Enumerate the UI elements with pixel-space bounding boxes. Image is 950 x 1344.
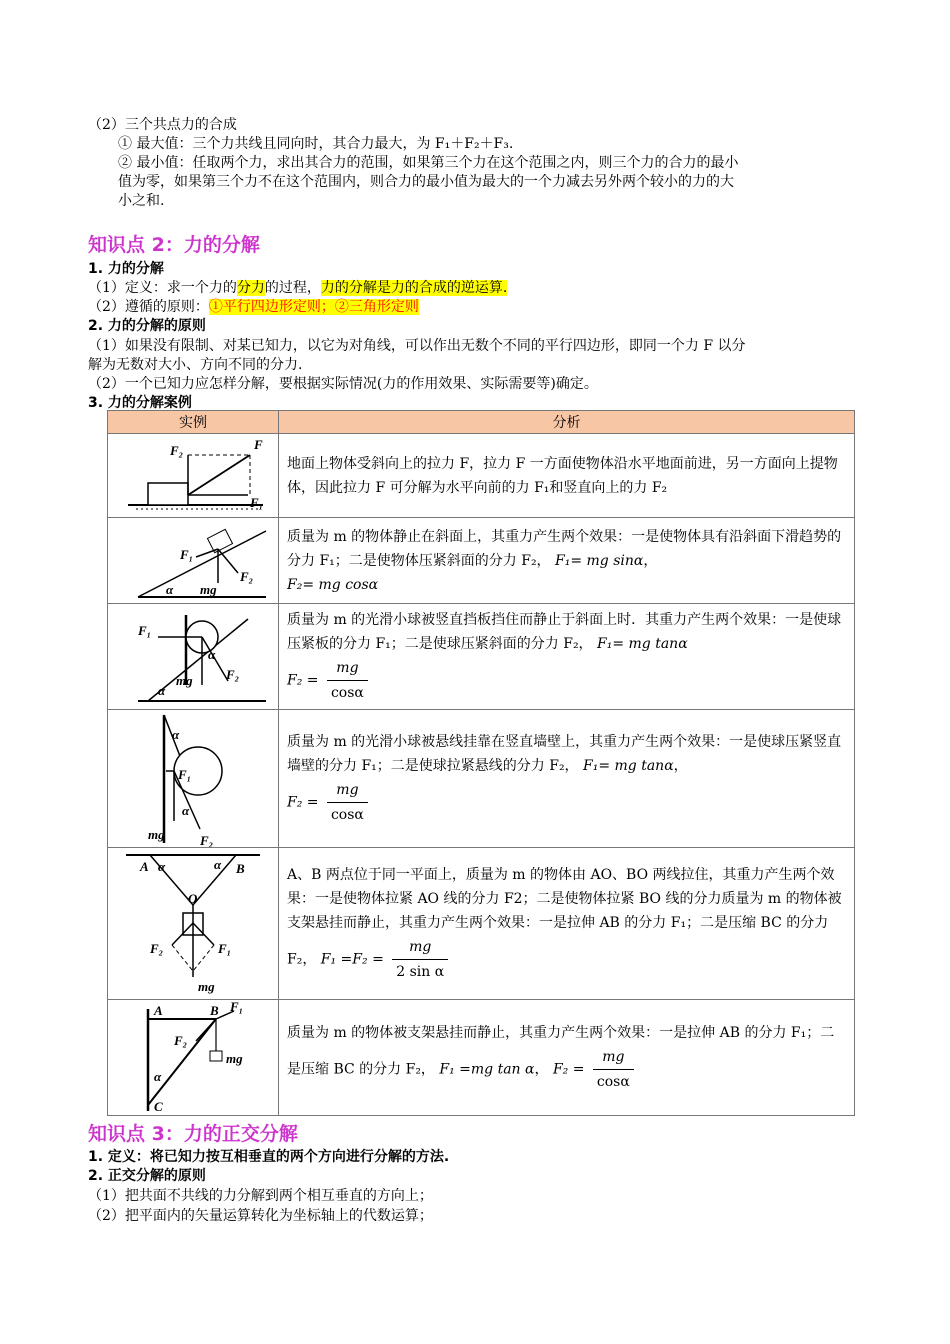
kp3-definition: 1. 定义：将已知力按互相垂直的两个方向进行分解的方法. [88, 1149, 450, 1165]
fig4-label-alpha: α [182, 802, 190, 818]
principle-1-line-1: （1）如果没有限制、对某已知力，以它为对角线，可以作出无数个不同的平行四边形，即同一个力 F 以分 [88, 338, 746, 354]
table-row [108, 604, 855, 710]
fig6-label-alpha: α [154, 1068, 162, 1084]
fig4-label-f2: F₂ [200, 832, 214, 847]
row5-text: A、B 两点位于同一平面上，质量为 m 的物体由 AO、BO 两线拉住，其重力产生两个效果：一是使物体拉紧 AO 线的分力 F2；二是使物体拉紧 BO 线的分力质量为 m 的物体被支架悬挂而静止，其重力产生两个效果：一是拉伸 AB 的分力 F₁；二是压缩 BC 的分力 F₂， [287, 867, 842, 968]
fig6-label-f2: F₂ [174, 1032, 188, 1048]
row4-f2-num: mg [327, 778, 368, 803]
table-row [108, 848, 855, 1000]
fig1-label-f: F [254, 436, 263, 452]
analysis-cell: 质量为 m 的光滑小球被悬线挂靠在竖直墙壁上，其重力产生两个效果：一是使球压紧竖直墙壁的分力 F₁；二是使球拉紧悬线的分力 F₂， F₁= mg tanα， F₂ = $\frac{mg}{\cos\alpha}$ [279, 710, 855, 848]
fig2-label-alpha: α [166, 581, 174, 597]
row4-f2-den: cosα [330, 807, 364, 823]
kp2-s1-title: 1. 力的分解 [88, 261, 164, 277]
principle-1-line-2: 解为无数对大小、方向不同的分力. [88, 357, 303, 373]
def-highlight-1: 分力 [236, 280, 265, 296]
table-row [108, 518, 855, 604]
fig1-label-f2: F₂ [170, 442, 184, 458]
fig3-label-f2: F₂ [226, 666, 240, 682]
fig5-label-f1: F₁ [218, 940, 232, 956]
fig5-label-alpha-left: α [158, 858, 166, 874]
fig3-label-mg: mg [176, 672, 193, 688]
fig6-label-b: B [210, 1002, 219, 1018]
row4-formula-f1: F₁= mg tanα [583, 758, 674, 774]
fig4-label-alpha-top: α [172, 726, 180, 742]
fig2-label-f1: F₁ [180, 546, 194, 562]
table-row [108, 1000, 855, 1116]
decomposition-cases-table [107, 410, 855, 1116]
row4-f2-fraction [327, 778, 368, 827]
analysis-cell: 质量为 m 的物体被支架悬挂而静止，其重力产生两个效果：一是拉伸 AB 的分力 F₁；二是压缩 BC 的分力 F₂， F₁ =mg tan α， F₂ = $\frac{mg}{\cos\alpha}$ [279, 1000, 855, 1116]
row6-f2-lhs: F₂ = [552, 1061, 585, 1078]
figure-ball-against-board [108, 604, 279, 710]
row3-f2-fraction [327, 656, 368, 705]
row5-num: mg [392, 935, 448, 960]
fig4-label-f1: F₁ [178, 766, 192, 782]
figure-two-strings [108, 848, 279, 1000]
fig3-label-f1: F₁ [138, 622, 152, 638]
table-header-row [108, 411, 855, 434]
row6-text: 质量为 m 的物体被支架悬挂而静止，其重力产生两个效果：一是拉伸 AB 的分力 F₁；二是压缩 BC 的分力 F₂， [287, 1025, 835, 1078]
min-value-line-2: 值为零，如果第三个力不在这个范围内，则合力的最小值为最大的一个力减去另外两个较小的力的大 [118, 174, 734, 190]
fig1-label-f1: F₁ [250, 494, 264, 510]
row2-formula-f1: F₁= mg sinα [555, 552, 644, 569]
min-value-line-1: ② 最小值：任取两个力，求出其合力的范围，如果第三个力在这个范围之内，则三个力的合力的最小 [118, 155, 739, 171]
fig5-label-b: B [236, 860, 245, 876]
fig5-label-f2: F₂ [150, 940, 164, 956]
fig6-label-a: A [154, 1002, 163, 1018]
kp2-heading: 知识点 2：力的分解 [88, 234, 260, 256]
kp3-heading: 知识点 3：力的正交分解 [88, 1123, 298, 1145]
fig5-label-alpha-right: α [214, 856, 222, 872]
header-analysis: 分析 [279, 411, 855, 434]
row4-text: 质量为 m 的光滑小球被悬线挂靠在竖直墙壁上，其重力产生两个效果：一是使球压紧竖直墙壁的分力 F₁；二是使球拉紧悬线的分力 F₂， [287, 734, 842, 774]
table-row [108, 434, 855, 518]
row5-fraction [392, 935, 448, 984]
figure-block-on-incline [108, 518, 279, 604]
def-mid: 的过程， [264, 280, 321, 296]
item2-title: （2）三个共点力的合成 [88, 117, 237, 133]
fig3-label-alpha-top: α [208, 646, 216, 662]
row1-text: 地面上物体受斜向上的拉力 F，拉力 F 一方面使物体沿水平地面前进，另一方面向上提物体，因此拉力 F 可分解为水平向前的力 F₁和竖直向上的力 F₂ [287, 455, 838, 496]
kp2-s3-title: 3. 力的分解案例 [88, 395, 192, 411]
row6-f2-fraction [593, 1045, 634, 1094]
max-value-line: ① 最大值：三个力共线且同向时，其合力最大，为 F₁＋F₂＋F₃. [118, 136, 514, 152]
figure-bracket [108, 1000, 279, 1116]
principle-2-line: （2）一个已知力应怎样分解，要根据实际情况(力的作用效果、实际需要等)确定。 [88, 376, 598, 392]
analysis-cell: 质量为 m 的物体静止在斜面上，其重力产生两个效果：一是使物体具有沿斜面下滑趋势的分力 F₁；二是使物体压紧斜面的分力 F₂， F₁= mg sinα， F₂= mg cosα [279, 518, 855, 604]
row2-formula-f2: F₂= mg cosα [287, 576, 379, 593]
fig5-label-a: A [140, 858, 149, 874]
fig5-label-mg: mg [198, 978, 215, 994]
min-value-line-3: 小之和. [118, 193, 165, 209]
header-example: 实例 [108, 411, 279, 434]
row6-f2-den: cosα [596, 1074, 630, 1090]
row3-formula-f1: F₁= mg tanα [597, 636, 688, 652]
rule-prefix: （2）遵循的原则： [88, 299, 209, 315]
def-prefix: （1）定义：求一个力的 [88, 280, 237, 296]
row5-den: 2 sin α [396, 964, 445, 980]
row4-f2-lhs: F₂ = [287, 794, 319, 811]
fig4-label-mg: mg [148, 826, 165, 842]
def-highlight-2: 力的分解是力的合成的逆运算. [320, 280, 508, 296]
analysis-cell [279, 848, 855, 1000]
figure-ball-hanging-wall [108, 710, 279, 848]
row3-f2-lhs: F₂ = [287, 672, 319, 689]
fig2-label-f2: F₂ [240, 568, 254, 584]
fig2-label-mg: mg [200, 581, 217, 597]
row2-text: 质量为 m 的物体静止在斜面上，其重力产生两个效果：一是使物体具有沿斜面下滑趋势的分力 F₁；二是使物体压紧斜面的分力 F₂， [287, 528, 842, 569]
fig6-label-c: C [154, 1098, 163, 1114]
analysis-cell [279, 604, 855, 710]
fig6-label-mg: mg [226, 1050, 243, 1066]
fig3-label-alpha: α [158, 682, 166, 698]
row5-f-lhs: F₁ =F₂ = [320, 951, 384, 968]
kp3-s2-title: 2. 正交分解的原则 [88, 1168, 206, 1184]
row3-f2-num: mg [327, 656, 368, 681]
row6-formula-f1: F₁ =mg tan α [439, 1061, 535, 1078]
definition-line [88, 278, 868, 298]
analysis-cell [279, 434, 855, 518]
row3-f2-den: cosα [330, 685, 364, 701]
rule-line [88, 297, 868, 317]
figure-pull-on-ground [108, 434, 279, 518]
row3-text: 质量为 m 的光滑小球被竖直挡板挡住而静止于斜面上时．其重力产生两个效果：一是使球压紧板的分力 F₁；二是使球压紧斜面的分力 F₂， [287, 612, 842, 652]
rule-highlight: ①平行四边形定则；②三角形定则 [208, 299, 419, 315]
row6-f2-num: mg [593, 1045, 634, 1070]
kp3-rule-1: （1）把共面不共线的力分解到两个相互垂直的方向上； [88, 1188, 433, 1204]
fig6-label-f1: F₁ [230, 1000, 244, 1014]
kp2-s2-title: 2. 力的分解的原则 [88, 318, 206, 334]
fig5-label-o: O [188, 890, 198, 906]
kp3-rule-2: （2）把平面内的矢量运算转化为坐标轴上的代数运算； [88, 1208, 433, 1224]
table-row [108, 710, 855, 848]
